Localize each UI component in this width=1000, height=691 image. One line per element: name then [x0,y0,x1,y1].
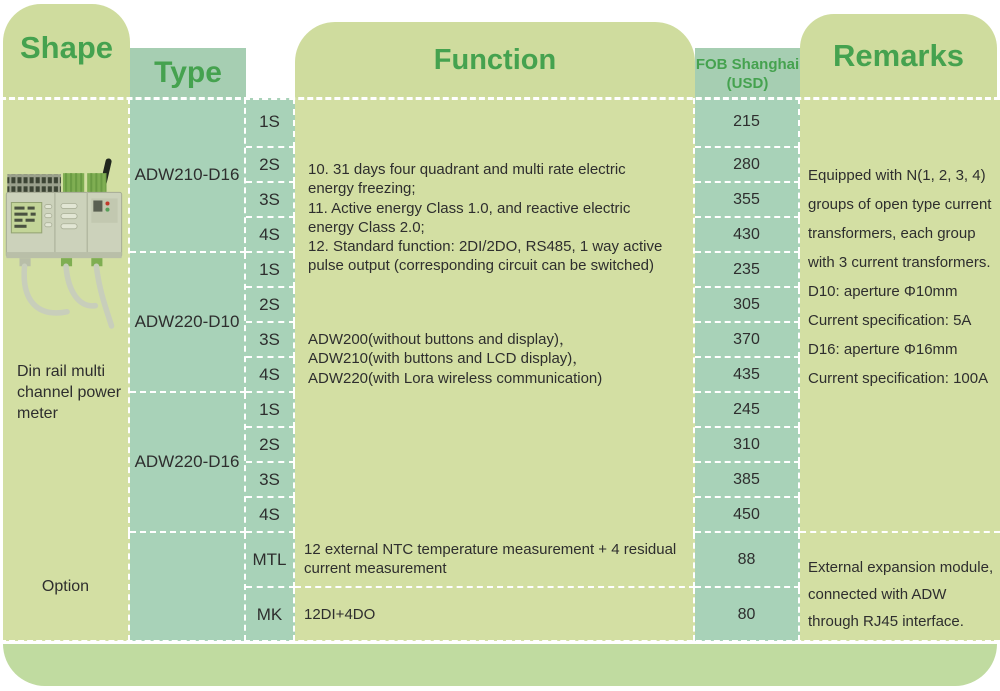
price-value: 305 [733,295,760,313]
variant-code: 2S [259,294,280,314]
remarks-line: D16: aperture Φ16mm [808,341,958,358]
header-function-label: Function [433,43,557,76]
price-cell [695,498,800,533]
header-shape [3,4,130,98]
remarks-cell [800,98,1000,533]
price-cell [695,358,800,393]
variant-code-cell [246,253,295,288]
price-value: 215 [733,113,760,130]
price-cell-mk [695,588,800,641]
remarks-cell-option [800,533,1000,641]
variant-code: 4S [259,364,280,384]
variant-code: 1S [259,259,280,279]
variant-code-cell [246,393,295,428]
option-label: Option [41,578,90,595]
variant-code: 1S [259,112,280,131]
variant-code-cell [246,463,295,498]
type-model-adw220-d16 [130,393,246,533]
variant-code-cell [246,218,295,253]
shape-cell [3,98,130,533]
price-value: 385 [733,470,760,488]
model-label: ADW220-D10 [134,312,240,331]
price-value: 355 [733,190,760,208]
model-label: ADW220-D16 [134,452,240,471]
price-cell-mtl [695,533,800,588]
function-feature-item: 12. Standard function: 2DI/2DO, RS485, 1 way active pulse output (corresponding circuit can be switched) [308,238,663,275]
price-cell [695,183,800,218]
variant-code: 3S [259,189,280,209]
variant-code-cell [246,358,295,393]
price-value: 245 [733,400,760,418]
model-label: ADW210-D16 [134,164,240,184]
variant-code-cell [246,498,295,533]
variant-code: 3S [259,469,280,489]
variant-code: 1S [259,399,280,419]
function-model-item: ADW220(with Lora wireless communication) [308,369,603,387]
remarks-line: transformers, each group [808,225,976,242]
type-model-option-empty [130,533,246,641]
price-cell [695,253,800,288]
function-cell-mk [295,588,695,641]
price-cell [695,428,800,463]
variant-code-cell-mtl [246,533,295,588]
function-features [308,160,673,276]
price-value: 80 [737,605,756,623]
variant-code-cell [246,428,295,463]
header-shape-label: Shape [19,30,114,65]
price-cell [695,148,800,183]
remarks-line: groups of open type current [808,196,992,213]
price-value: 450 [733,505,760,523]
remarks-line: with 3 current transformers. [808,254,991,271]
remarks-line: Equipped with N(1, 2, 3, 4) [808,167,986,184]
variant-code: 4S [259,224,280,244]
variant-code-cell [246,183,295,218]
variant-code: 3S [259,329,280,349]
divider-footer [0,640,1000,643]
function-feature-item: 10. 31 days four quadrant and multi rate electric energy freezing; [308,161,626,198]
header-fob [695,48,800,98]
remarks-option-text: External expansion module, connected with ADW through RJ45 interface. [808,559,994,630]
price-cell [695,288,800,323]
variant-code-cell [246,288,295,323]
variant-code-cell-mk [246,588,295,641]
product-name: Din rail multi channel power meter [17,363,122,422]
remarks-line: D10: aperture Φ10mm [808,283,958,300]
type-model-adw220-d10 [130,253,246,393]
header-fob-line1: FOB Shanghai [695,56,800,73]
price-value: 280 [733,155,760,173]
header-type [130,48,246,98]
function-cell-mtl [295,533,695,588]
function-model-list [308,330,688,388]
price-cell [695,393,800,428]
price-value: 430 [733,225,760,243]
variant-code-cell [246,148,295,183]
variant-code: 2S [259,434,280,454]
function-model-item: ADW210(with buttons and LCD display)， [308,350,588,368]
divider-header [0,97,1000,100]
price-cell [695,218,800,253]
header-type-label: Type [154,56,222,89]
header-fob-line2: (USD) [726,75,769,92]
price-value: 370 [733,330,760,348]
type-model-adw210-d16 [130,98,246,253]
price-value: 235 [733,260,760,278]
variant-code-cell [246,98,295,148]
price-cell [695,463,800,498]
header-remarks-label: Remarks [833,38,964,73]
function-feature-item: 11. Active energy Class 1.0, and reactive electric energy Class 2.0; [308,199,631,236]
variant-code: 2S [259,154,280,174]
variant-code: MK [256,604,283,624]
header-remarks [800,14,997,98]
option-cell [3,533,130,641]
product-photo-icon [4,158,126,332]
remarks-text [808,161,998,393]
variant-code: 4S [259,504,280,524]
function-model-item: ADW200(without buttons and display)， [308,331,574,348]
footer-bar [3,644,997,686]
price-value: 310 [733,435,760,453]
function-cell [295,98,695,533]
variant-code-cell [246,323,295,358]
function-text: 12DI+4DO [304,606,376,623]
function-text: 12 external NTC temperature measurement + 4 residual current measurement [304,541,677,577]
remarks-line: Current specification: 100A [808,370,989,387]
price-value: 435 [733,365,760,383]
remarks-line: Current specification: 5A [808,312,972,329]
price-cell [695,323,800,358]
price-value: 88 [737,550,756,568]
price-cell [695,98,800,148]
header-function [295,22,695,98]
variant-code: MTL [252,549,287,569]
